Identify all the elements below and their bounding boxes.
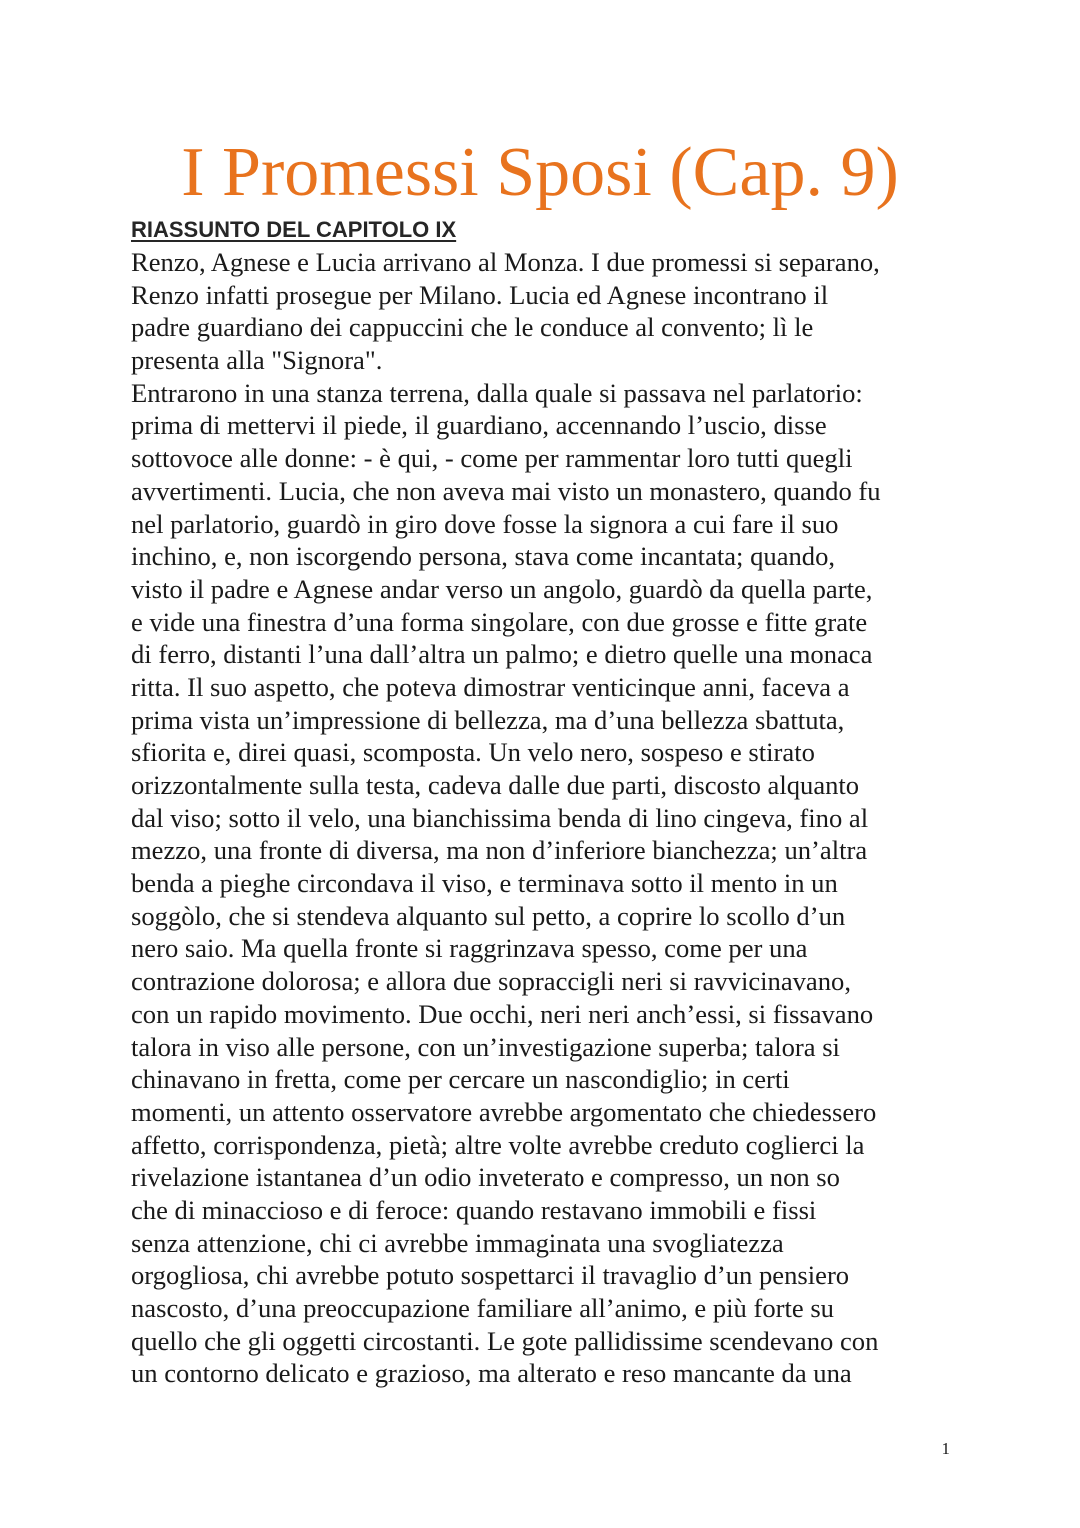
text-line: di ferro, distanti l’una dall’altra un palmo; e dietro quelle una monaca	[131, 639, 873, 670]
text-line: e vide una finestra d’una forma singolare, con due grosse e fitte grate	[131, 606, 868, 637]
text-line: inchino, e, non iscorgendo persona, stava come incantata; quando,	[131, 541, 836, 572]
text-line: Entrarono in una stanza terrena, dalla quale si passava nel parlatorio:	[131, 377, 863, 408]
text-line: rivelazione istantanea d’un odio inveterato e compresso, un non so	[131, 1162, 840, 1193]
page-number: 1	[941, 1439, 950, 1458]
text-line: avvertimenti. Lucia, che non aveva mai visto un monastero, quando fu	[131, 475, 881, 506]
text-line: nel parlatorio, guardò in giro dove fosse la signora a cui fare il suo	[131, 508, 839, 539]
text-line: prima vista un’impressione di bellezza, ma d’una bellezza sbattuta,	[131, 704, 845, 735]
text-line: chinavano in fretta, come per cercare un nascondiglio; in certi	[131, 1064, 790, 1095]
body-text	[131, 246, 961, 1390]
text-line: ritta. Il suo aspetto, che poteva dimostrar venticinque anni, faceva a	[131, 671, 850, 702]
text-line: dal viso; sotto il velo, una bianchissima benda di lino cingeva, fino al	[131, 802, 869, 833]
text-line: visto il padre e Agnese andar verso un angolo, guardò da quella parte,	[131, 573, 873, 604]
text-line: che di minaccioso e di feroce: quando restavano immobili e fissi	[131, 1194, 817, 1225]
text-line: prima di mettervi il piede, il guardiano, accennando l’uscio, disse	[131, 410, 827, 441]
text-line: nascosto, d’una preoccupazione familiare all’animo, e più forte su	[131, 1293, 834, 1323]
text-line: affetto, corrispondenza, pietà; altre volte avrebbe creduto coglierci la	[131, 1129, 865, 1160]
text-line: mezzo, una fronte di diversa, ma non d’inferiore bianchezza; un’altra	[131, 835, 868, 866]
text-line: talora in viso alle persone, con un’investigazione superba; talora si	[131, 1031, 840, 1062]
text-line: sottovoce alle donne: - è qui, - come per rammentar loro tutti quegli	[131, 443, 853, 474]
document-title: I Promessi Sposi (Cap. 9)	[181, 134, 899, 211]
text-line: con un rapido movimento. Due occhi, neri neri anch’essi, si fissavano	[131, 998, 874, 1029]
text-line: nero saio. Ma quella fronte si raggrinzava spesso, come per una	[131, 933, 808, 964]
text-line: momenti, un attento osservatore avrebbe argomentato che chiedessero	[131, 1096, 877, 1127]
text-line: Renzo, Agnese e Lucia arrivano al Monza. I due promessi si separano,	[131, 247, 880, 277]
chapter-summary-heading: RIASSUNTO DEL CAPITOLO IX	[131, 217, 457, 242]
text-line: padre guardiano dei cappuccini che le conduce al convento; lì le	[131, 312, 814, 343]
text-line: Renzo infatti prosegue per Milano. Lucia ed Agnese incontrano il	[131, 279, 829, 310]
text-line: orizzontalmente sulla testa, cadeva dalle due parti, discosto alquanto	[131, 770, 860, 800]
text-line: soggòlo, che si stendeva alquanto sul petto, a coprire lo scollo d’un	[131, 900, 846, 931]
text-line: contrazione dolorosa; e allora due sopraccigli neri si ravvicinavano,	[131, 966, 851, 997]
text-line: orgogliosa, chi avrebbe potuto sospettarci il travaglio d’un pensiero	[131, 1260, 850, 1291]
text-line: senza attenzione, chi ci avrebbe immaginata una svogliatezza	[131, 1227, 784, 1258]
text-line: presenta alla "Signora".	[131, 345, 383, 376]
text-line: benda a pieghe circondava il viso, e terminava sotto il mento in un	[131, 868, 838, 899]
text-line: quello che gli oggetti circostanti. Le gote pallidissime scendevano con	[131, 1325, 879, 1356]
text-line: sfiorita e, direi quasi, scomposta. Un velo nero, sospeso e stirato	[131, 737, 815, 768]
text-line: un contorno delicato e grazioso, ma alterato e reso mancante da una	[131, 1358, 852, 1389]
